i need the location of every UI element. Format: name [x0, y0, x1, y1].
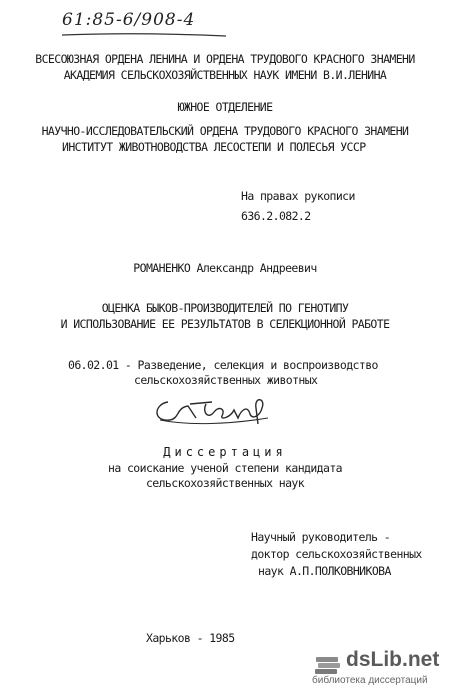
catalog-code-underline [60, 32, 230, 38]
institute-line-1: НАУЧНО-ИССЛЕДОВАТЕЛЬСКИЙ ОРДЕНА ТРУДОВОГО КРАСНОГО ЗНАМЕНИ [41, 124, 409, 138]
specialty-line-2: сельскохозяйственных животных [134, 373, 318, 387]
city-year: Харьков - 1985 [146, 631, 235, 645]
org-line-2: АКАДЕМИЯ СЕЛЬСКОХОЗЯЙСТВЕННЫХ НАУК ИМЕНИ В.И.ЛЕНИНА [63, 68, 387, 82]
dslib-watermark [312, 648, 442, 688]
handwritten-catalog-code: 61:85-6/908-4 [62, 10, 196, 30]
thesis-title-line-2: И ИСПОЛЬЗОВАНИЕ ЕЕ РЕЗУЛЬТАТОВ В СЕЛЕКЦИОННОЙ РАБОТЕ [60, 317, 390, 331]
supervisor-line-2: доктор сельскохозяйственных [251, 547, 422, 561]
institute-line-2: ИНСТИТУТ ЖИВОТНОВОДСТВА ЛЕСОСТЕПИ И ПОЛЕСЬЯ УССР [62, 140, 366, 154]
watermark-subtitle: библиотека диссертаций [312, 675, 428, 686]
specialty-line-1: 06.02.01 - Разведение, селекция и воспроизводство [68, 358, 378, 372]
book-stack-icon [314, 654, 342, 676]
thesis-title-line-1: ОЦЕНКА БЫКОВ-ПРОИЗВОДИТЕЛЕЙ ПО ГЕНОТИПУ [101, 301, 349, 315]
author-signature [150, 390, 280, 430]
supervisor-line-3: наук А.П.ПОЛКОВНИКОВА [258, 564, 391, 578]
division-name: ЮЖНОЕ ОТДЕЛЕНИЕ [177, 100, 273, 114]
udc-code: 636.2.082.2 [241, 209, 311, 223]
org-line-1: ВСЕСОЮЗНАЯ ОРДЕНА ЛЕНИНА И ОРДЕНА ТРУДОВОГО КРАСНОГО ЗНАМЕНИ [35, 52, 415, 66]
author-name: РОМАНЕНКО Александр Андреевич [133, 261, 317, 275]
watermark-brand: dsLib.net [346, 648, 440, 671]
supervisor-line-1: Научный руководитель - [251, 530, 391, 544]
dissertation-line-1: на соискание ученой степени кандидата [108, 461, 342, 475]
dissertation-line-2: сельскохозяйственных наук [145, 476, 305, 490]
rights-label: На правах рукописи [241, 189, 355, 203]
dissertation-heading: Диссертация [163, 445, 287, 459]
